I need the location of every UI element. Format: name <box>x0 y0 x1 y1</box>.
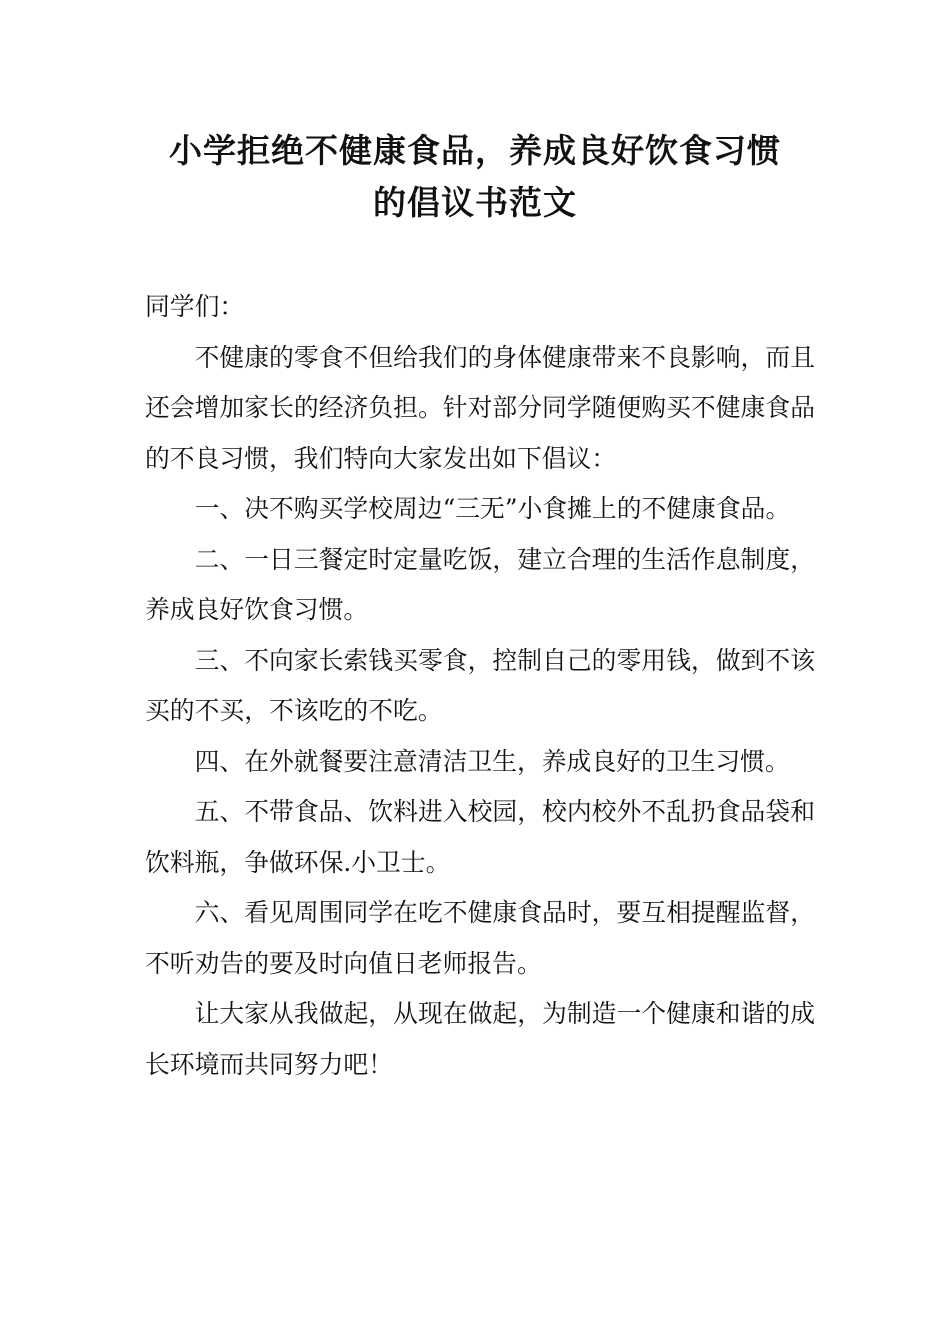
document-title-line-2: 的倡议书范文 <box>373 183 577 222</box>
document-title-line-1: 小学拒绝不健康食品，养成良好饮食习惯 <box>169 131 781 170</box>
document-body <box>145 282 815 1090</box>
proposal-item-3: 三、不向家长索钱买零食，控制自己的零用钱，做到不该买的不买，不该吃的不吃。 <box>145 645 815 725</box>
closing-paragraph: 让大家从我做起，从现在做起，为制造一个健康和谐的成长环境而共同努力吧！ <box>145 999 815 1079</box>
intro-paragraph: 不健康的零食不但给我们的身体健康带来不良影响，而且还会增加家长的经济负担。针对部分同学随便购买不健康食品的不良习惯，我们特向大家发出如下倡议： <box>145 342 815 473</box>
proposal-item-4: 四、在外就餐要注意清洁卫生，养成良好的卫生习惯。 <box>194 746 790 776</box>
proposal-item-6: 六、看见周围同学在吃不健康食品时，要互相提醒监督，不听劝告的要及时向值日老师报告。 <box>145 898 815 978</box>
proposal-item-1: 一、决不购买学校周边“三无”小食摊上的不健康食品。 <box>194 494 791 523</box>
proposal-item-5: 五、不带食品、饮料进入校园，校内校外不乱扔食品袋和饮料瓶，争做环保.小卫士。 <box>145 797 815 877</box>
proposal-item-2: 二、一日三餐定时定量吃饭，建立合理的生活作息制度，养成良好饮食习惯。 <box>145 544 815 624</box>
salutation: 同学们： <box>145 292 245 321</box>
